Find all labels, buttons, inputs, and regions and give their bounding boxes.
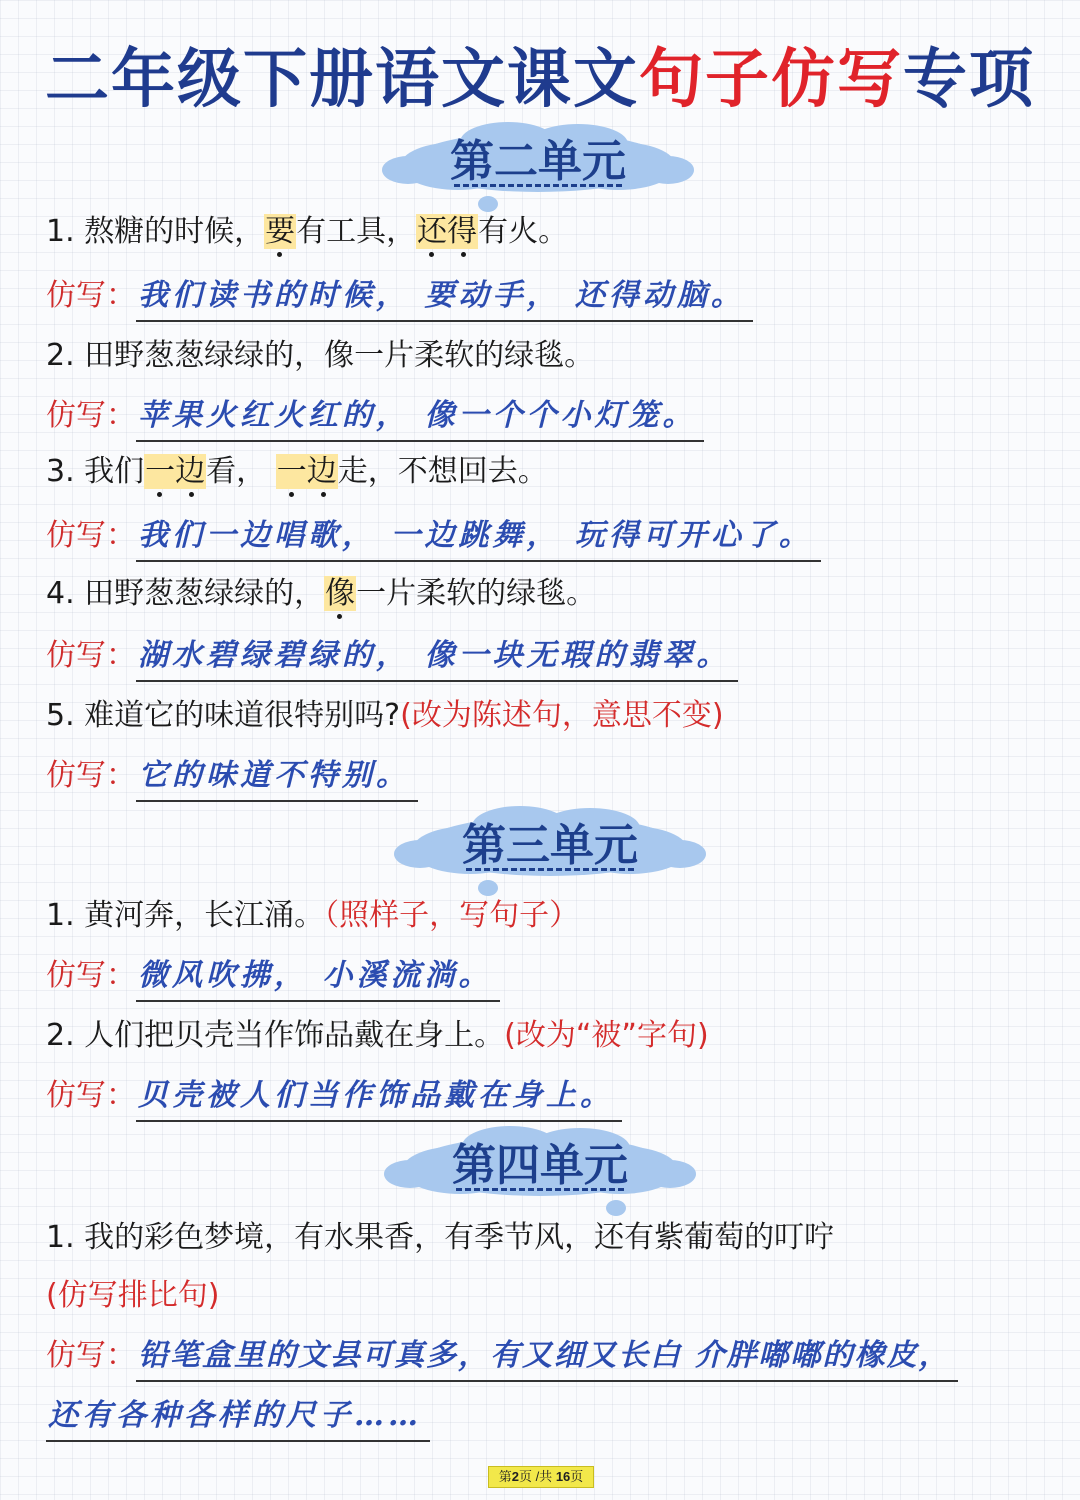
highlight-keyword: 要 (264, 214, 296, 249)
highlight-keyword: 一边 (144, 454, 206, 489)
unit-3-title: 第三单元 (462, 821, 638, 870)
u2-q4-sentence: 4. 田野葱葱绿绿的，像 一片柔软的绿毯。 (46, 572, 596, 616)
answer-text: 还有各种各样的尺子…… (46, 1394, 430, 1442)
u3-q1-sentence: 1. 黄河奔，长江涌。（照样子，写句子） (46, 898, 580, 933)
u4-q1-note-line (46, 1274, 219, 1318)
highlight-keyword: 一边 (276, 454, 338, 489)
u2-q4-answer: 仿写：湖水碧绿碧绿的， 像一块无瑕的翡翠。 (46, 634, 738, 682)
instruction-note: (改为陈述句，意思不变) (400, 698, 724, 733)
instruction-note: (仿写排比句) (46, 1278, 220, 1313)
u2-q1-sentence: 1. 熬糖的时候，要 有工具，还得 有火。 (46, 210, 568, 254)
u3-q1-answer: 仿写：微风吹拂， 小溪流淌。 (46, 954, 500, 1002)
unit-4-title: 第四单元 (452, 1141, 628, 1190)
u2-q1-answer: 仿写：我们读书的时候， 要动手， 还得动脑。 (46, 274, 753, 322)
u2-q3-answer: 仿写：我们一边唱歌， 一边跳舞， 玩得可开心了。 (46, 514, 821, 562)
u4-q1-sentence: 1. 我的彩色梦境，有水果香，有季节风，还有紫葡萄的叮咛 (46, 1220, 835, 1255)
title-part-2: 句子仿写 (639, 43, 903, 117)
unit-2-title: 第二单元 (450, 137, 626, 186)
answer-text: 微风吹拂， 小溪流淌。 (136, 954, 500, 1002)
highlight-keyword: 像 (324, 576, 356, 611)
title-part-1: 二年级下册语文课文 (45, 43, 639, 117)
u4-q1-answer-continued (46, 1394, 430, 1442)
page-indicator: 第2页 /共 16页 (488, 1466, 594, 1488)
answer-text: 苹果火红火红的， 像一个个小灯笼。 (136, 394, 704, 442)
u3-q2-sentence: 2. 人们把贝壳当作饰品戴在身上。(改为“被”字句) (46, 1018, 709, 1053)
highlight-keyword: 还得 (416, 214, 478, 249)
u2-q5-answer: 仿写：它的味道不特别。 (46, 754, 418, 802)
answer-text: 我们读书的时候， 要动手， 还得动脑。 (136, 274, 753, 322)
u2-q5-sentence: 5. 难道它的味道很特别吗?(改为陈述句，意思不变) (46, 698, 724, 733)
answer-text: 铅笔盒里的文县可真多，有又细又长白 介胖嘟嘟的橡皮， (136, 1334, 958, 1382)
instruction-note: (改为“被”字句) (504, 1018, 709, 1053)
answer-text: 贝壳被人们当作饰品戴在身上。 (136, 1074, 622, 1122)
title-part-3: 专项 (903, 43, 1035, 117)
instruction-note: （照样子，写句子） (324, 898, 580, 933)
u2-q3-sentence: 3. 我们一边 看， 一边 走，不想回去。 (46, 450, 548, 494)
answer-text: 它的味道不特别。 (136, 754, 418, 802)
u2-q2-answer: 仿写：苹果火红火红的， 像一个个小灯笼。 (46, 394, 704, 442)
u2-q2-sentence: 2. 田野葱葱绿绿的，像一片柔软的绿毯。 (46, 338, 595, 373)
unit-3-header (390, 806, 710, 906)
unit-title-underline (454, 184, 622, 187)
page-title (0, 28, 1080, 120)
unit-4-header (380, 1126, 700, 1226)
answer-text: 我们一边唱歌， 一边跳舞， 玩得可开心了。 (136, 514, 821, 562)
unit-2-header (378, 122, 698, 222)
answer-text: 湖水碧绿碧绿的， 像一块无瑕的翡翠。 (136, 634, 738, 682)
u4-q1-answer: 仿写：铅笔盒里的文县可真多，有又细又长白 介胖嘟嘟的橡皮， (46, 1334, 958, 1382)
u3-q2-answer: 仿写：贝壳被人们当作饰品戴在身上。 (46, 1074, 622, 1122)
unit-title-underline (456, 1188, 624, 1191)
unit-title-underline (466, 868, 634, 871)
